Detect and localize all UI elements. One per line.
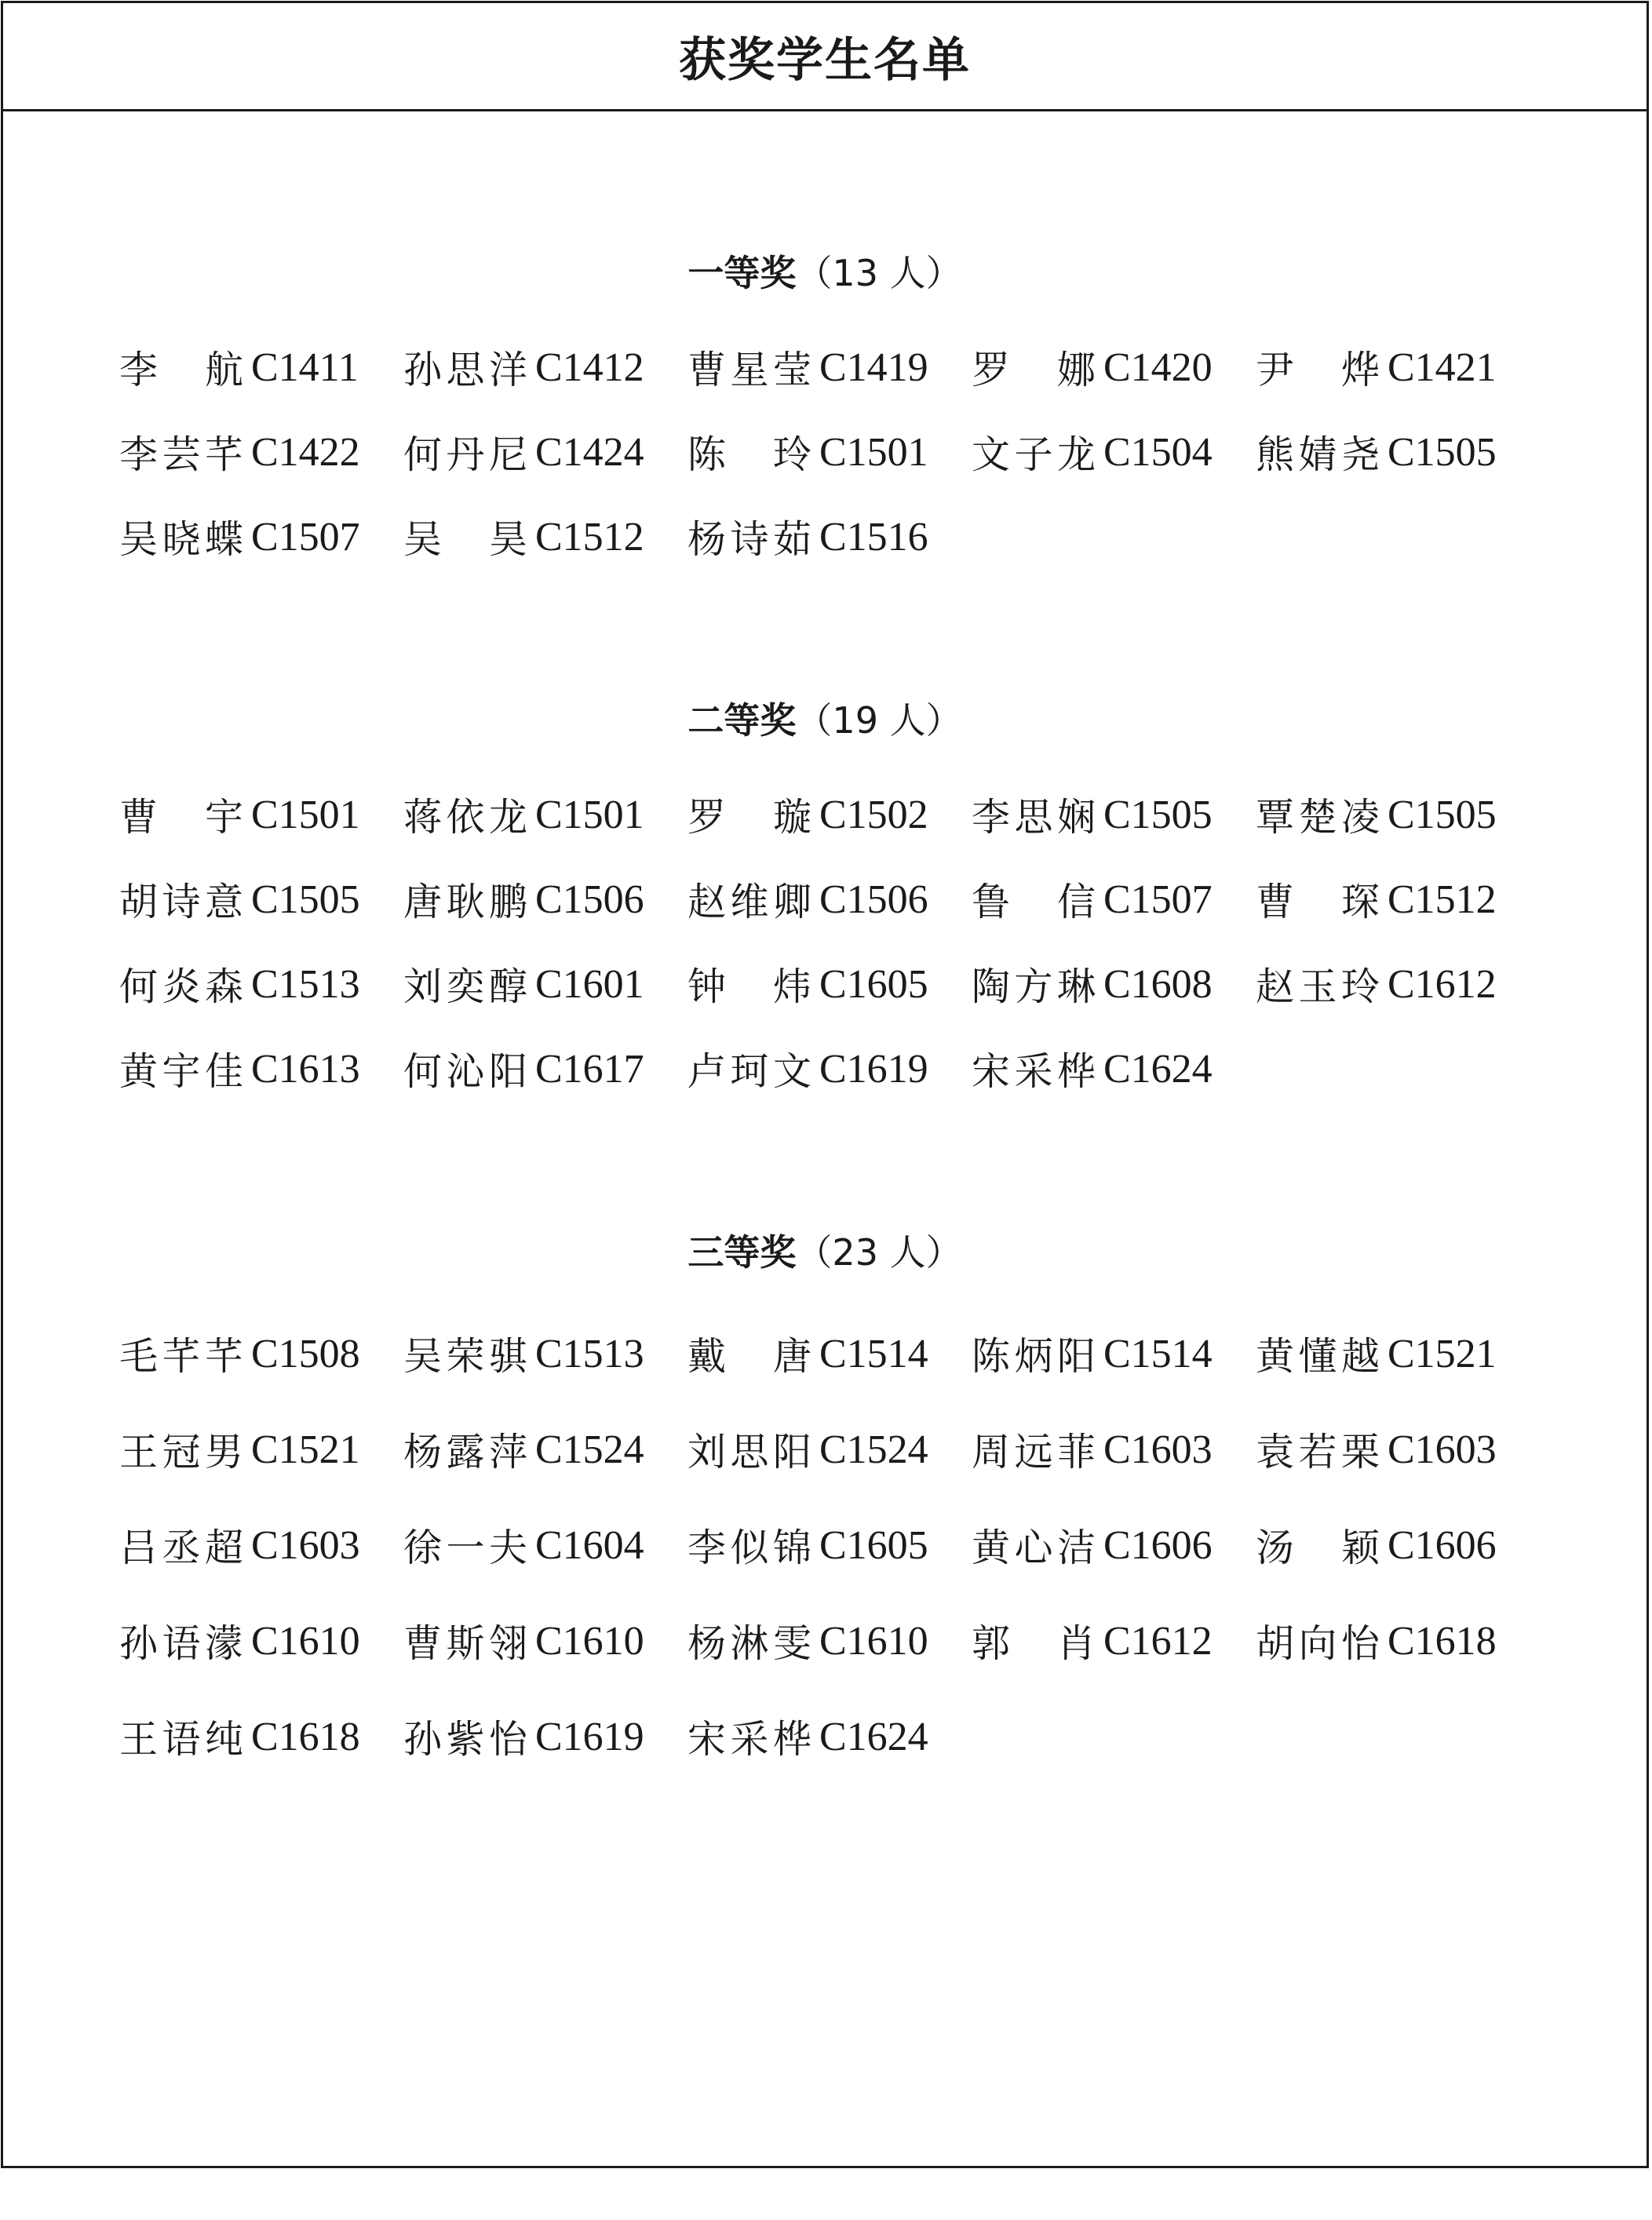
student-name: 曹斯翎 (403, 1621, 527, 1666)
section-count: （13 人） (796, 252, 962, 294)
student-name: 赵玉玲 (1256, 964, 1380, 1009)
student-name: 吴晓蝶 (119, 517, 243, 562)
section-heading-first-prize (3, 245, 1647, 297)
student-entry (687, 1402, 972, 1497)
class-code: C1501 (535, 792, 644, 837)
class-code: C1501 (251, 792, 360, 837)
student-name: 徐一夫 (403, 1526, 527, 1570)
student-name: 曹星莹 (687, 348, 811, 392)
student-name: 胡诗意 (119, 880, 243, 924)
class-code: C1514 (1103, 1331, 1213, 1376)
page-title: 获奖学生名单 (679, 32, 971, 88)
class-code: C1610 (819, 1618, 928, 1664)
class-code: C1605 (819, 961, 928, 1007)
student-entry (1256, 1497, 1540, 1593)
student-name: 杨淋雯 (687, 1621, 811, 1666)
student-name: 刘奕醇 (403, 964, 527, 1009)
class-code: C1516 (819, 514, 928, 560)
student-name: 王冠男 (119, 1430, 243, 1475)
student-name: 孙思洋 (403, 348, 527, 392)
student-entry (972, 942, 1256, 1026)
student-entry (119, 857, 403, 942)
student-name: 李似锦 (687, 1526, 811, 1570)
class-code: C1505 (1388, 792, 1497, 837)
class-code: C1512 (1388, 877, 1497, 922)
class-code: C1507 (1103, 877, 1213, 922)
student-name: 李思娴 (972, 795, 1096, 840)
student-entry (119, 494, 403, 579)
student-name: 卢珂文 (687, 1049, 811, 1094)
student-name: 戴 唐 (687, 1334, 811, 1379)
student-name: 孙紫怡 (403, 1717, 527, 1762)
student-name: 曹 宇 (119, 795, 243, 840)
class-code: C1612 (1388, 961, 1497, 1007)
class-code: C1513 (251, 961, 360, 1007)
student-entry (972, 1593, 1256, 1689)
student-entry (119, 942, 403, 1026)
student-name: 吴 昊 (403, 517, 527, 562)
title-bar (3, 3, 1647, 111)
student-entry (119, 1689, 403, 1784)
student-name: 宋采桦 (687, 1717, 811, 1762)
student-name: 周远菲 (972, 1430, 1096, 1475)
class-code: C1618 (1388, 1618, 1497, 1664)
student-entry (1256, 1306, 1540, 1402)
class-code: C1612 (1103, 1618, 1213, 1664)
class-code: C1521 (251, 1427, 360, 1472)
student-entry (119, 1497, 403, 1593)
student-entry (972, 1497, 1256, 1593)
section-title: 三等奖 (687, 1231, 797, 1274)
class-code: C1613 (251, 1046, 360, 1092)
class-code: C1512 (535, 514, 644, 560)
student-entry (403, 857, 687, 942)
student-entry (687, 942, 972, 1026)
class-code: C1601 (535, 961, 644, 1007)
student-entry (119, 325, 403, 410)
student-entry (972, 857, 1256, 942)
student-name: 李芸芊 (119, 432, 243, 477)
student-name: 王语纯 (119, 1717, 243, 1762)
class-code: C1505 (251, 877, 360, 922)
student-name: 郭 肖 (972, 1621, 1096, 1666)
class-code: C1422 (251, 429, 360, 475)
student-name: 罗 娜 (972, 348, 1096, 392)
class-code: C1419 (819, 344, 928, 390)
class-code: C1604 (535, 1522, 644, 1568)
student-entry (1256, 857, 1540, 942)
class-code: C1521 (1388, 1331, 1497, 1376)
student-entry (119, 1593, 403, 1689)
class-code: C1610 (535, 1618, 644, 1664)
student-name: 蒋依龙 (403, 795, 527, 840)
student-entry (687, 410, 972, 494)
student-name: 赵维卿 (687, 880, 811, 924)
class-code: C1610 (251, 1618, 360, 1664)
student-entry (119, 772, 403, 857)
class-code: C1501 (819, 429, 928, 475)
section-count: （23 人） (796, 1231, 962, 1274)
student-name: 熊婧尧 (1256, 432, 1380, 477)
class-code: C1420 (1103, 344, 1213, 390)
class-code: C1506 (819, 877, 928, 922)
section-title: 二等奖 (687, 699, 797, 742)
section-title: 一等奖 (687, 252, 797, 294)
student-entry (1256, 1402, 1540, 1497)
student-name: 吴荣骐 (403, 1334, 527, 1379)
student-name: 罗 璇 (687, 795, 811, 840)
class-code: C1524 (819, 1427, 928, 1472)
student-name: 黄心洁 (972, 1526, 1096, 1570)
student-entry (1256, 410, 1540, 494)
student-entry (972, 1402, 1256, 1497)
student-entry (403, 494, 687, 579)
student-entry (1256, 942, 1540, 1026)
document-frame (1, 1, 1649, 2168)
student-name: 钟 炜 (687, 964, 811, 1009)
student-name: 孙语濛 (119, 1621, 243, 1666)
student-entry (403, 1026, 687, 1111)
class-code: C1624 (819, 1714, 928, 1759)
student-name: 黄懂越 (1256, 1334, 1380, 1379)
class-code: C1507 (251, 514, 360, 560)
class-code: C1421 (1388, 344, 1497, 390)
student-entry (972, 1306, 1256, 1402)
class-code: C1608 (1103, 961, 1213, 1007)
student-entry (1256, 772, 1540, 857)
student-name: 胡向怡 (1256, 1621, 1380, 1666)
student-entry (687, 1689, 972, 1784)
student-name: 曹 琛 (1256, 880, 1380, 924)
student-entry (403, 1593, 687, 1689)
student-entry (687, 325, 972, 410)
section-heading-second-prize (3, 692, 1647, 744)
student-entry (972, 410, 1256, 494)
student-entry (119, 1026, 403, 1111)
class-code: C1617 (535, 1046, 644, 1092)
class-code: C1504 (1103, 429, 1213, 475)
class-code: C1618 (251, 1714, 360, 1759)
student-entry (687, 1593, 972, 1689)
section-heading-third-prize (3, 1224, 1647, 1276)
class-code: C1505 (1103, 792, 1213, 837)
student-name: 鲁 信 (972, 880, 1096, 924)
student-entry (972, 325, 1256, 410)
student-name: 尹 烨 (1256, 348, 1380, 392)
student-entry (687, 1306, 972, 1402)
class-code: C1506 (535, 877, 644, 922)
student-entry (687, 857, 972, 942)
student-name: 毛芊芊 (119, 1334, 243, 1379)
student-entry (687, 494, 972, 579)
student-entry (403, 1306, 687, 1402)
class-code: C1606 (1388, 1522, 1497, 1568)
student-name: 杨露萍 (403, 1430, 527, 1475)
class-code: C1619 (819, 1046, 928, 1092)
student-name: 覃楚凌 (1256, 795, 1380, 840)
student-entry (119, 1306, 403, 1402)
student-entry (687, 1497, 972, 1593)
student-grid-first-prize (119, 325, 1540, 579)
class-code: C1605 (819, 1522, 928, 1568)
student-name: 文子龙 (972, 432, 1096, 477)
student-entry (403, 1689, 687, 1784)
student-entry (1256, 325, 1540, 410)
student-entry (403, 772, 687, 857)
class-code: C1502 (819, 792, 928, 837)
class-code: C1603 (251, 1522, 360, 1568)
student-name: 黄宇佳 (119, 1049, 243, 1094)
student-entry (687, 1026, 972, 1111)
student-name: 陈炳阳 (972, 1334, 1096, 1379)
class-code: C1412 (535, 344, 644, 390)
class-code: C1603 (1103, 1427, 1213, 1472)
student-entry (403, 1497, 687, 1593)
student-entry (403, 410, 687, 494)
class-code: C1411 (251, 344, 359, 390)
class-code: C1619 (535, 1714, 644, 1759)
student-entry (1256, 1593, 1540, 1689)
student-name: 杨诗茹 (687, 517, 811, 562)
class-code: C1606 (1103, 1522, 1213, 1568)
class-code: C1624 (1103, 1046, 1213, 1092)
student-name: 陶方琳 (972, 964, 1096, 1009)
class-code: C1424 (535, 429, 644, 475)
student-name: 宋采桦 (972, 1049, 1096, 1094)
student-name: 何炎森 (119, 964, 243, 1009)
student-entry (972, 772, 1256, 857)
student-name: 唐耿鹏 (403, 880, 527, 924)
class-code: C1514 (819, 1331, 928, 1376)
student-name: 汤 颖 (1256, 1526, 1380, 1570)
student-entry (687, 772, 972, 857)
student-entry (119, 410, 403, 494)
class-code: C1505 (1388, 429, 1497, 475)
student-name: 陈 玲 (687, 432, 811, 477)
student-entry (403, 325, 687, 410)
class-code: C1603 (1388, 1427, 1497, 1472)
student-name: 何沁阳 (403, 1049, 527, 1094)
class-code: C1524 (535, 1427, 644, 1472)
class-code: C1508 (251, 1331, 360, 1376)
student-grid-third-prize (119, 1306, 1540, 1784)
section-count: （19 人） (796, 699, 962, 742)
student-grid-second-prize (119, 772, 1540, 1111)
student-entry (403, 942, 687, 1026)
student-entry (403, 1402, 687, 1497)
student-name: 吕丞超 (119, 1526, 243, 1570)
student-name: 刘思阳 (687, 1430, 811, 1475)
student-entry (972, 1026, 1256, 1111)
student-name: 何丹尼 (403, 432, 527, 477)
class-code: C1513 (535, 1331, 644, 1376)
student-name: 李 航 (119, 348, 243, 392)
student-entry (119, 1402, 403, 1497)
student-name: 袁若栗 (1256, 1430, 1380, 1475)
